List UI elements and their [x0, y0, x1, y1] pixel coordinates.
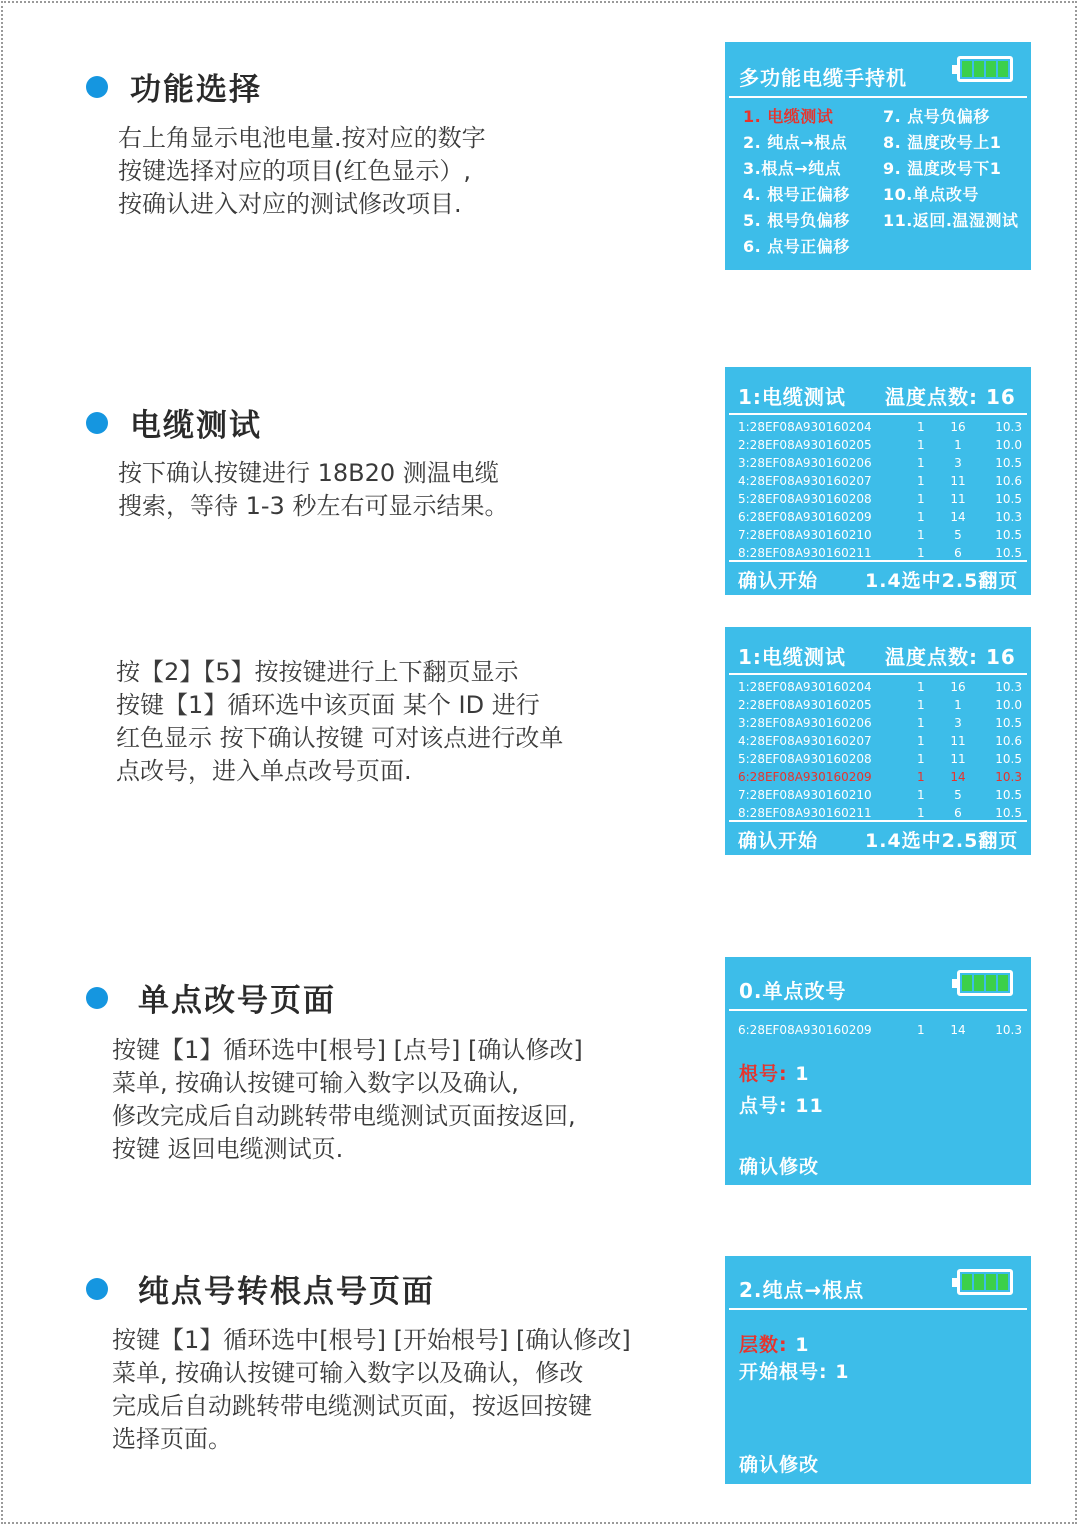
- heading-text: 功能选择: [130, 72, 262, 108]
- battery-full-icon: [957, 1269, 1013, 1295]
- footer-divider: [729, 560, 1027, 562]
- sensor-col-a: 1: [917, 752, 925, 766]
- temperature-point-count: 温度点数: 16: [885, 645, 1016, 669]
- desc-line: 按键【1】循环选中[根号] [点号] [确认修改]: [112, 1036, 583, 1064]
- sensor-col-b: 11: [950, 734, 966, 748]
- sensor-col-b: 11: [950, 752, 966, 766]
- menu-item-temp-renumber-up[interactable]: 8. 温度改号上1: [883, 133, 1002, 152]
- title-divider: [729, 673, 1027, 675]
- root-number-label: 根号:: [739, 1063, 788, 1085]
- description-single-renumber: [112, 1034, 583, 1166]
- sensor-col-b: 11: [950, 492, 966, 506]
- sensor-temperature: 10.5: [995, 806, 1022, 820]
- desc-line: 菜单, 按确认按键可输入数字以及确认,: [112, 1069, 519, 1097]
- title-divider: [729, 96, 1027, 98]
- sensor-col-a: 1: [917, 788, 925, 802]
- sensor-id: 6:28EF08A930160209: [738, 510, 872, 524]
- sensor-col-a: 1: [917, 770, 925, 784]
- start-root-label: 开始根号:: [739, 1361, 828, 1383]
- sensor-col-b: 1: [954, 698, 962, 712]
- sensor-id: 7:28EF08A930160210: [738, 528, 872, 542]
- heading-text: 纯点号转根点号页面: [138, 1274, 435, 1310]
- sensor-temperature: 10.6: [995, 734, 1022, 748]
- desc-line: 按键【1】循环选中[根号] [开始根号] [确认修改]: [112, 1326, 631, 1354]
- sensor-row[interactable]: [738, 680, 1028, 698]
- menu-item-root-offset-plus[interactable]: 4. 根号正偏移: [743, 185, 850, 204]
- sensor-col-a: 1: [917, 716, 925, 730]
- description-function-select: [118, 122, 486, 221]
- bullet-icon: [86, 987, 108, 1009]
- screen-title: 1:电缆测试: [738, 385, 846, 409]
- sensor-col-a: 1: [917, 456, 925, 470]
- sensor-temperature: 10.3: [995, 680, 1022, 694]
- sensor-col-b: 6: [954, 546, 962, 560]
- sensor-col-a: 1: [917, 680, 925, 694]
- desc-line: 按键选择对应的项目(红色显示）,: [118, 157, 471, 185]
- description-cable-test: [118, 457, 508, 523]
- sensor-temperature: 10.3: [995, 770, 1022, 784]
- sensor-temperature: 10.0: [995, 438, 1022, 452]
- sensor-id: 8:28EF08A930160211: [738, 806, 872, 820]
- menu-item-return-humidity-test[interactable]: 11.返回.温湿测试: [883, 211, 1019, 230]
- title-divider: [729, 1308, 1027, 1310]
- sensor-col-b: 5: [954, 788, 962, 802]
- sensor-col-b: 1: [954, 438, 962, 452]
- sensor-col-a: 1: [917, 528, 925, 542]
- screen-title: 2.纯点→根点: [739, 1278, 865, 1302]
- screen-cable-test: [725, 367, 1031, 595]
- footer-divider: [729, 820, 1027, 822]
- menu-item-root-offset-minus[interactable]: 5. 根号负偏移: [743, 211, 850, 230]
- menu-item-point-to-root[interactable]: 2. 纯点→根点: [743, 133, 848, 152]
- sensor-row[interactable]: [738, 788, 1028, 806]
- sensor-col-a: 1: [917, 420, 925, 434]
- screen-cable-test-selected: [725, 627, 1031, 855]
- sensor-id: 4:28EF08A930160207: [738, 734, 872, 748]
- sensor-col-a: 1: [917, 474, 925, 488]
- section-heading-point-to-root: [86, 1266, 435, 1311]
- heading-text: 电缆测试: [130, 408, 262, 444]
- layers-field[interactable]: [739, 1330, 809, 1357]
- sensor-row[interactable]: [738, 698, 1028, 716]
- sensor-col-b: 11: [950, 474, 966, 488]
- sensor-col-a: 1: [917, 510, 925, 524]
- sensor-id: 1:28EF08A930160204: [738, 680, 872, 694]
- sensor-row[interactable]: [738, 752, 1028, 770]
- sensor-id: 2:28EF08A930160205: [738, 438, 872, 452]
- desc-line: 按确认进入对应的测试修改项目.: [118, 190, 462, 218]
- desc-line: 点改号，进入单点改号页面.: [116, 757, 412, 785]
- section-heading-function-select: [86, 64, 262, 109]
- menu-item-temp-renumber-down[interactable]: 9. 温度改号下1: [883, 159, 1002, 178]
- screen-single-renumber: [725, 957, 1031, 1185]
- desc-line: 菜单, 按确认按键可输入数字以及确认，修改: [112, 1359, 584, 1387]
- confirm-modify-button[interactable]: 确认修改: [739, 1454, 820, 1476]
- description-page-navigation: [116, 656, 563, 788]
- sensor-id: 2:28EF08A930160205: [738, 698, 872, 712]
- confirm-start-label: 确认开始: [738, 830, 819, 852]
- screen-title: 1:电缆测试: [738, 645, 846, 669]
- sensor-col-b: 3: [954, 456, 962, 470]
- sensor-id: 6:28EF08A930160209: [738, 770, 872, 784]
- layers-label: 层数:: [739, 1334, 788, 1356]
- sensor-temperature: 10.5: [995, 456, 1022, 470]
- sensor-col-a: 1: [917, 546, 925, 560]
- menu-item-cable-test[interactable]: 1. 电缆测试: [743, 107, 834, 126]
- sensor-temperature: 10.3: [995, 510, 1022, 524]
- key-hint-label: 1.4选中2.5翻页: [865, 570, 1019, 592]
- desc-line: 按键【1】循环选中该页面 某个 ID 进行: [116, 691, 540, 719]
- desc-line: 搜索，等待 1-3 秒左右可显示结果。: [118, 492, 509, 520]
- menu-item-single-renumber[interactable]: 10.单点改号: [883, 185, 979, 204]
- section-heading-single-renumber: [86, 975, 336, 1020]
- description-point-to-root: [112, 1324, 631, 1456]
- sensor-row[interactable]: [738, 716, 1028, 734]
- bullet-icon: [86, 412, 108, 434]
- start-root-field[interactable]: [739, 1357, 849, 1384]
- sensor-col-a: 1: [917, 492, 925, 506]
- sensor-temperature: 10.0: [995, 698, 1022, 712]
- sensor-temperature: 10.5: [995, 716, 1022, 730]
- desc-line: 右上角显示电池电量.按对应的数字: [118, 124, 486, 152]
- sensor-row[interactable]: [738, 510, 1028, 528]
- sensor-row[interactable]: [738, 528, 1028, 546]
- desc-line: 红色显示 按下确认按键 可对该点进行改单: [116, 724, 564, 752]
- point-number-label: 点号:: [739, 1095, 788, 1117]
- sensor-temperature: 10.5: [995, 546, 1022, 560]
- start-root-value: 1: [827, 1361, 850, 1383]
- sensor-temperature: 10.5: [995, 492, 1022, 506]
- sensor-id: 1:28EF08A930160204: [738, 420, 872, 434]
- screen-title: 多功能电缆手持机: [739, 66, 907, 90]
- sensor-col-a: 1: [917, 698, 925, 712]
- sensor-col-b: 5: [954, 528, 962, 542]
- temperature-point-count: 温度点数: 16: [885, 385, 1016, 409]
- sensor-col-b: 14: [950, 510, 966, 524]
- sensor-temperature: 10.5: [995, 528, 1022, 542]
- sensor-temperature: 10.5: [995, 752, 1022, 766]
- screen-title: 0.单点改号: [739, 979, 847, 1003]
- sensor-col-b: 16: [950, 680, 966, 694]
- section-heading-cable-test: [86, 400, 262, 445]
- confirm-modify-button[interactable]: 确认修改: [739, 1156, 820, 1178]
- battery-full-icon: [957, 970, 1013, 996]
- sensor-col-a: 1: [917, 1023, 925, 1037]
- selected-sensor-row: [738, 1023, 1028, 1041]
- sensor-id: 4:28EF08A930160207: [738, 474, 872, 488]
- sensor-col-b: 6: [954, 806, 962, 820]
- desc-line: 按下确认按键进行 18B20 测温电缆: [118, 459, 499, 487]
- battery-full-icon: [957, 56, 1013, 82]
- sensor-row[interactable]: [738, 420, 1028, 438]
- desc-line: 完成后自动跳转带电缆测试页面，按返回按键: [112, 1392, 592, 1420]
- sensor-row[interactable]: [738, 474, 1028, 492]
- bullet-icon: [86, 1278, 108, 1300]
- sensor-col-b: 14: [950, 1023, 966, 1037]
- sensor-id: 5:28EF08A930160208: [738, 752, 872, 766]
- desc-line: 修改完成后自动跳转带电缆测试页面按返回,: [112, 1102, 576, 1130]
- sensor-row[interactable]: [738, 770, 1028, 788]
- title-divider: [729, 1009, 1027, 1011]
- sensor-row[interactable]: [738, 438, 1028, 456]
- desc-line: 选择页面。: [112, 1425, 232, 1453]
- bullet-icon: [86, 76, 108, 98]
- sensor-id: 8:28EF08A930160211: [738, 546, 872, 560]
- root-number-value: 1: [787, 1063, 810, 1085]
- sensor-col-b: 16: [950, 420, 966, 434]
- menu-item-root-to-point[interactable]: 3.根点→纯点: [743, 159, 842, 178]
- sensor-id: 5:28EF08A930160208: [738, 492, 872, 506]
- heading-text: 单点改号页面: [138, 983, 336, 1019]
- point-number-value: 11: [787, 1095, 824, 1117]
- screen-main-menu: [725, 42, 1031, 270]
- root-number-field[interactable]: [739, 1059, 809, 1086]
- screen-point-to-root: [725, 1256, 1031, 1484]
- sensor-col-b: 3: [954, 716, 962, 730]
- sensor-id: 6:28EF08A930160209: [738, 1023, 872, 1037]
- sensor-col-a: 1: [917, 806, 925, 820]
- sensor-col-a: 1: [917, 438, 925, 452]
- key-hint-label: 1.4选中2.5翻页: [865, 830, 1019, 852]
- sensor-id: 7:28EF08A930160210: [738, 788, 872, 802]
- sensor-temperature: 10.3: [995, 1023, 1022, 1037]
- sensor-row[interactable]: [738, 734, 1028, 752]
- menu-item-point-offset-plus[interactable]: 6. 点号正偏移: [743, 237, 850, 256]
- layers-value: 1: [787, 1334, 810, 1356]
- title-divider: [729, 413, 1027, 415]
- sensor-col-b: 14: [950, 770, 966, 784]
- sensor-temperature: 10.6: [995, 474, 1022, 488]
- menu-item-point-offset-minus[interactable]: 7. 点号负偏移: [883, 107, 990, 126]
- sensor-temperature: 10.5: [995, 788, 1022, 802]
- sensor-id: 3:28EF08A930160206: [738, 456, 872, 470]
- sensor-row[interactable]: [738, 492, 1028, 510]
- sensor-row[interactable]: [738, 456, 1028, 474]
- point-number-field[interactable]: [739, 1091, 824, 1118]
- sensor-id: 3:28EF08A930160206: [738, 716, 872, 730]
- sensor-col-a: 1: [917, 734, 925, 748]
- confirm-start-label: 确认开始: [738, 570, 819, 592]
- desc-line: 按键 返回电缆测试页.: [112, 1135, 344, 1163]
- sensor-temperature: 10.3: [995, 420, 1022, 434]
- desc-line: 按【2】【5】按按键进行上下翻页显示: [116, 658, 519, 686]
